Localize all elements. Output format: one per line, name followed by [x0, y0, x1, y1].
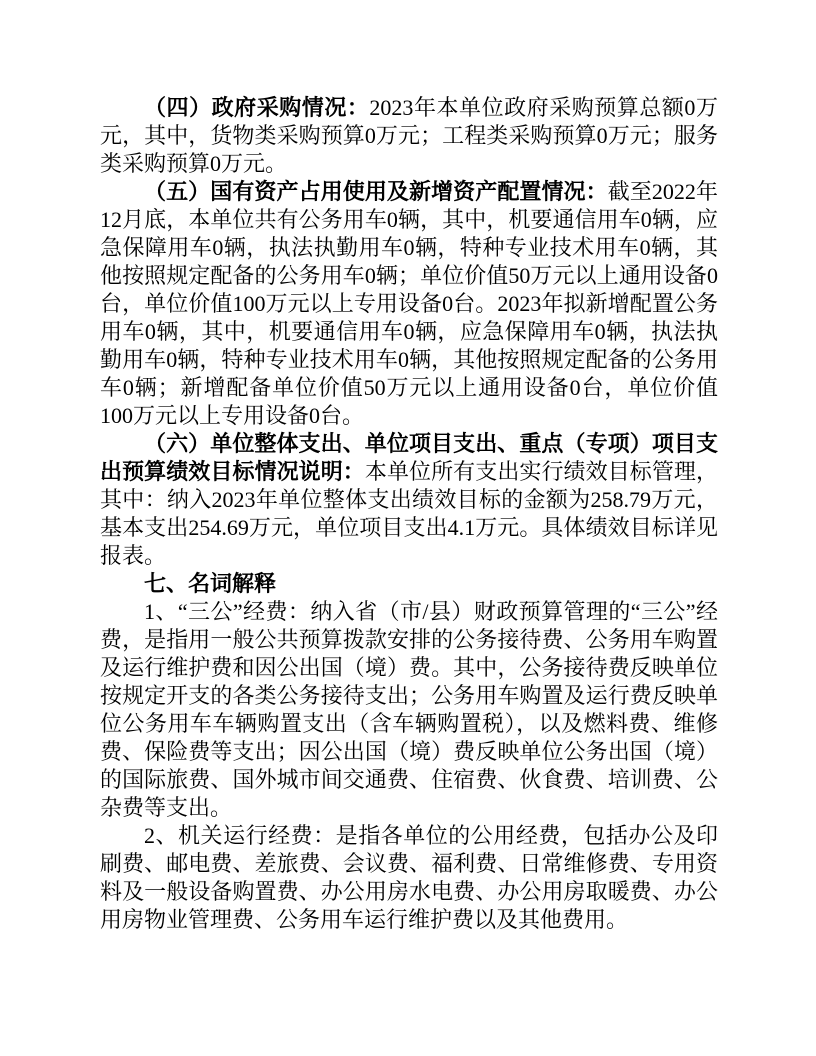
para-state-assets	[100, 178, 718, 430]
text-run: 2023年本单位政府采购预算总额0万元，其中，货物类采购预算0万元；工程类采购预算0万元；服务类采购预算0万元。	[100, 95, 718, 176]
text-run: 本单位所有支出实行绩效目标管理，其中：纳入2023年单位整体支出绩效目标的金额为258.79万元，基本支出254.69万元，单位项目支出4.1万元。具体绩效目标详见报表。	[100, 459, 718, 568]
text-run: 2、机关运行经费：是指各单位的公用经费，包括办公及印刷费、邮电费、差旅费、会议费、福利费、日常维修费、专用资料及一般设备购置费、办公用房水电费、办公用房取暖费、办公用房物业管理费、公务用车运行维护费以及其他费用。	[100, 823, 718, 932]
bold-text-run: （四）政府采购情况：	[144, 95, 370, 120]
text-run: 截至2022年12月底，本单位共有公务用车0辆，其中，机要通信用车0辆，应急保障用车0辆，执法执勤用车0辆，特种专业技术用车0辆，其他按照规定配备的公务用车0辆；单位价值50万元以上通用设备0台，单位价值100万元以上专用设备0台。2023年拟新增配置公务用车0辆，其中，机要通信用车0辆，应急保障用车0辆，执法执勤用车0辆，特种专业技术用车0辆，其他按照规定配备的公务用车0辆；新增配备单位价值50万元以上通用设备0台，单位价值100万元以上专用设备0台。	[100, 179, 718, 428]
para-term-sangong-funds	[100, 598, 718, 822]
para-government-procurement	[100, 94, 718, 178]
para-performance-targets	[100, 430, 718, 570]
text-run: 1、“三公”经费：纳入省（市/县）财政预算管理的“三公”经费，是指用一般公共预算拨款安排的公务接待费、公务用车购置及运行维护费和因公出国（境）费。其中，公务接待费反映单位按规定开支的各类公务接待支出；公务用车购置及运行费反映单位公务用车车辆购置支出（含车辆购置税），以及燃料费、维修费、保险费等支出；因公出国（境）费反映单位公务出国（境）的国际旅费、国外城市间交通费、住宿费、伙食费、培训费、公杂费等支出。	[100, 599, 718, 820]
bold-text-run: （六）单位整体支出、单位项目支出、重点（专项）项目支出预算绩效目标情况说明：	[100, 431, 718, 484]
heading-glossary	[100, 570, 718, 598]
bold-text-run: （五）国有资产占用使用及新增资产配置情况：	[144, 179, 608, 204]
bold-text-run: 七、名词解释	[144, 571, 277, 596]
document-content	[100, 94, 718, 934]
para-term-operating-funds	[100, 822, 718, 934]
